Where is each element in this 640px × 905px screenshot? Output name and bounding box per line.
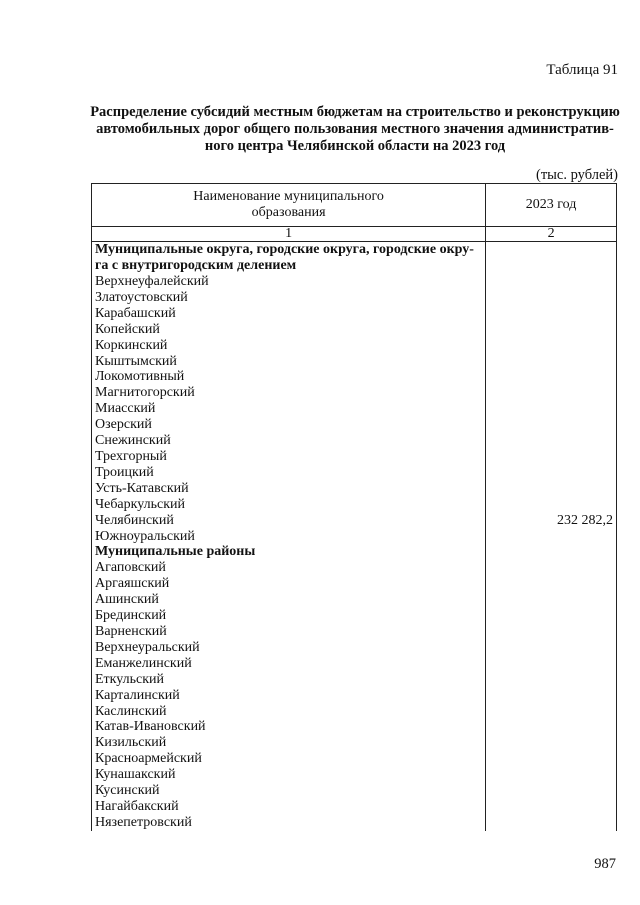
municipality-name: Карабашский — [92, 306, 486, 322]
table-row — [92, 656, 617, 672]
subsidy-value — [486, 338, 617, 354]
municipality-name: Троицкий — [92, 465, 486, 481]
subsidy-value — [486, 433, 617, 449]
table-row — [92, 576, 617, 592]
table-row — [92, 672, 617, 688]
municipality-name: Кыштымский — [92, 354, 486, 370]
group-value — [486, 242, 617, 275]
table-row — [92, 608, 617, 624]
group-title-line: Муниципальные округа, городские округа, городские окру- — [95, 242, 474, 257]
table-row — [92, 481, 617, 497]
subsidy-value — [486, 767, 617, 783]
subsidy-value — [486, 815, 617, 831]
subsidy-value — [486, 449, 617, 465]
subsidy-value — [486, 783, 617, 799]
subsidy-value — [486, 306, 617, 322]
table-row — [92, 497, 617, 513]
table-row — [92, 704, 617, 720]
subsidy-value — [486, 354, 617, 370]
table-row — [92, 322, 617, 338]
municipality-name: Златоустовский — [92, 290, 486, 306]
municipality-name: Варненский — [92, 624, 486, 640]
subsidy-value — [486, 719, 617, 735]
municipality-name: Трехгорный — [92, 449, 486, 465]
municipality-name: Нязепетровский — [92, 815, 486, 831]
municipality-name: Локомотивный — [92, 369, 486, 385]
subsidy-table — [91, 183, 617, 831]
subsidy-value — [486, 322, 617, 338]
table-row — [92, 783, 617, 799]
table-row — [92, 529, 617, 545]
header-municipality — [92, 184, 486, 227]
table-row — [92, 640, 617, 656]
document-title — [90, 104, 620, 155]
municipality-name: Аргаяшский — [92, 576, 486, 592]
table-row — [92, 767, 617, 783]
subsidy-value — [486, 799, 617, 815]
header-line: Наименование муниципального — [193, 189, 384, 204]
subsidy-value — [486, 608, 617, 624]
table-label: Таблица 91 — [546, 62, 618, 78]
table-row — [92, 624, 617, 640]
table-row — [92, 290, 617, 306]
subsidy-value — [486, 592, 617, 608]
municipality-name: Брединский — [92, 608, 486, 624]
table-row — [92, 465, 617, 481]
table-row — [92, 719, 617, 735]
table-row — [92, 385, 617, 401]
municipality-name: Снежинский — [92, 433, 486, 449]
subsidy-value — [486, 656, 617, 672]
subsidy-value — [486, 560, 617, 576]
table-row — [92, 751, 617, 767]
municipality-name: Усть-Катавский — [92, 481, 486, 497]
table-row — [92, 513, 617, 529]
table-header-row — [92, 184, 617, 227]
table-row — [92, 354, 617, 370]
title-line: автомобильных дорог общего пользования местного значения административ- — [96, 121, 614, 137]
table-row — [92, 274, 617, 290]
municipality-name: Верхнеуфалейский — [92, 274, 486, 290]
municipality-name: Ашинский — [92, 592, 486, 608]
group-value — [486, 544, 617, 560]
column-number-row — [92, 227, 617, 242]
subsidy-value — [486, 497, 617, 513]
table-row — [92, 592, 617, 608]
table-row — [92, 417, 617, 433]
group-title-line: Муниципальные районы — [95, 544, 256, 560]
municipality-name: Копейский — [92, 322, 486, 338]
municipality-name: Верхнеуральский — [92, 640, 486, 656]
title-line: Распределение субсидий местным бюджетам на строительство и реконструкцию — [90, 104, 620, 120]
subsidy-value — [486, 624, 617, 640]
group-title — [92, 242, 486, 275]
table-row — [92, 449, 617, 465]
subsidy-value — [486, 385, 617, 401]
group-title-line: га с внутригородским делением — [95, 258, 297, 273]
municipality-name: Еткульский — [92, 672, 486, 688]
subsidy-value — [486, 401, 617, 417]
municipality-name: Миасский — [92, 401, 486, 417]
municipality-name: Кусинский — [92, 783, 486, 799]
subsidy-value — [486, 672, 617, 688]
municipality-name: Южноуральский — [92, 529, 486, 545]
subsidy-value — [486, 704, 617, 720]
municipality-name: Челябинский — [92, 513, 486, 529]
subsidy-value — [486, 529, 617, 545]
municipality-name: Чебаркульский — [92, 497, 486, 513]
municipality-name: Карталинский — [92, 688, 486, 704]
municipality-name: Агаповский — [92, 560, 486, 576]
subsidy-value — [486, 290, 617, 306]
municipality-name: Каслинский — [92, 704, 486, 720]
table-row — [92, 735, 617, 751]
subsidy-value — [486, 640, 617, 656]
header-year: 2023 год — [486, 184, 617, 227]
table-row — [92, 369, 617, 385]
municipality-name: Озерский — [92, 417, 486, 433]
municipality-name: Коркинский — [92, 338, 486, 354]
column-number-2: 2 — [486, 227, 617, 242]
municipality-name: Еманжелинский — [92, 656, 486, 672]
subsidy-value — [486, 751, 617, 767]
municipality-name: Нагайбакский — [92, 799, 486, 815]
table-row — [92, 306, 617, 322]
table-row — [92, 338, 617, 354]
table-row — [92, 560, 617, 576]
subsidy-value — [486, 735, 617, 751]
municipality-name: Кунашакский — [92, 767, 486, 783]
units-note: (тыс. рублей) — [536, 167, 618, 183]
column-number-1: 1 — [92, 227, 486, 242]
group-header-row — [92, 242, 617, 275]
header-line: образования — [251, 205, 326, 220]
municipality-name: Магнитогорский — [92, 385, 486, 401]
table-row — [92, 401, 617, 417]
page-number: 987 — [594, 856, 616, 872]
table-row — [92, 688, 617, 704]
subsidy-value: 232 282,2 — [486, 513, 617, 529]
subsidy-value — [486, 369, 617, 385]
subsidy-value — [486, 576, 617, 592]
subsidy-value — [486, 274, 617, 290]
subsidy-value — [486, 465, 617, 481]
subsidy-value — [486, 481, 617, 497]
municipality-name: Кизильский — [92, 735, 486, 751]
table-row — [92, 433, 617, 449]
subsidy-value — [486, 688, 617, 704]
subsidy-value — [486, 417, 617, 433]
title-line: ного центра Челябинской области на 2023 год — [204, 138, 506, 154]
municipality-name: Катав-Ивановский — [92, 719, 486, 735]
municipality-name: Красноармейский — [92, 751, 486, 767]
table-row — [92, 799, 617, 815]
table-row — [92, 815, 617, 831]
group-header-row — [92, 544, 617, 560]
group-title — [92, 544, 486, 560]
